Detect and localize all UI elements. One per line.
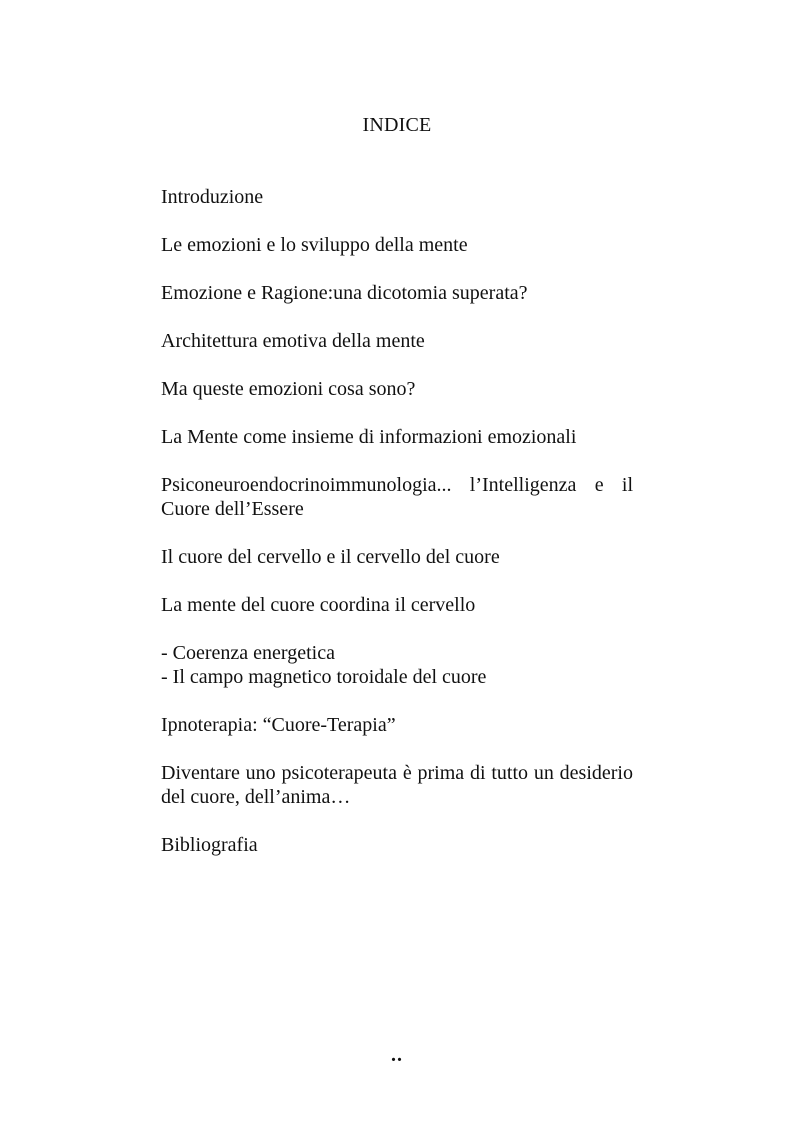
toc-entry-mente-cuore: La mente del cuore coordina il cervello	[161, 594, 476, 616]
toc-entry-mente-informazioni: La Mente come insieme di informazioni emozionali	[161, 426, 577, 448]
toc-entry-introduzione: Introduzione	[161, 186, 264, 208]
toc-entry-emozioni-sviluppo: Le emozioni e lo sviluppo della mente	[161, 234, 468, 256]
toc-entry-emozione-ragione: Emozione e Ragione:una dicotomia superata?	[161, 282, 528, 304]
toc-entry-architettura: Architettura emotiva della mente	[161, 330, 425, 352]
toc-entry-ipnoterapia: Ipnoterapia: “Cuore-Terapia”	[161, 714, 396, 736]
toc-subentry-coerenza: - Coerenza energetica	[161, 642, 335, 664]
page-title: INDICE	[362, 114, 432, 136]
toc-entry-psiconeuro: Psiconeuroendocrinoimmunologia... l’Intelligenza e il Cuore dell’Essere	[161, 474, 633, 520]
toc-entry-cuore-cervello: Il cuore del cervello e il cervello del cuore	[161, 546, 500, 568]
toc-subentry-campo-magnetico: - Il campo magnetico toroidale del cuore	[161, 666, 487, 688]
toc-entry-bibliografia: Bibliografia	[161, 834, 258, 856]
toc-entry-cosa-sono: Ma queste emozioni cosa sono?	[161, 378, 416, 400]
page-number-marker: ..	[391, 1044, 403, 1066]
toc-entry-psicoterapeuta: Diventare uno psicoterapeuta è prima di tutto un desiderio del cuore, dell’anima…	[161, 762, 633, 808]
